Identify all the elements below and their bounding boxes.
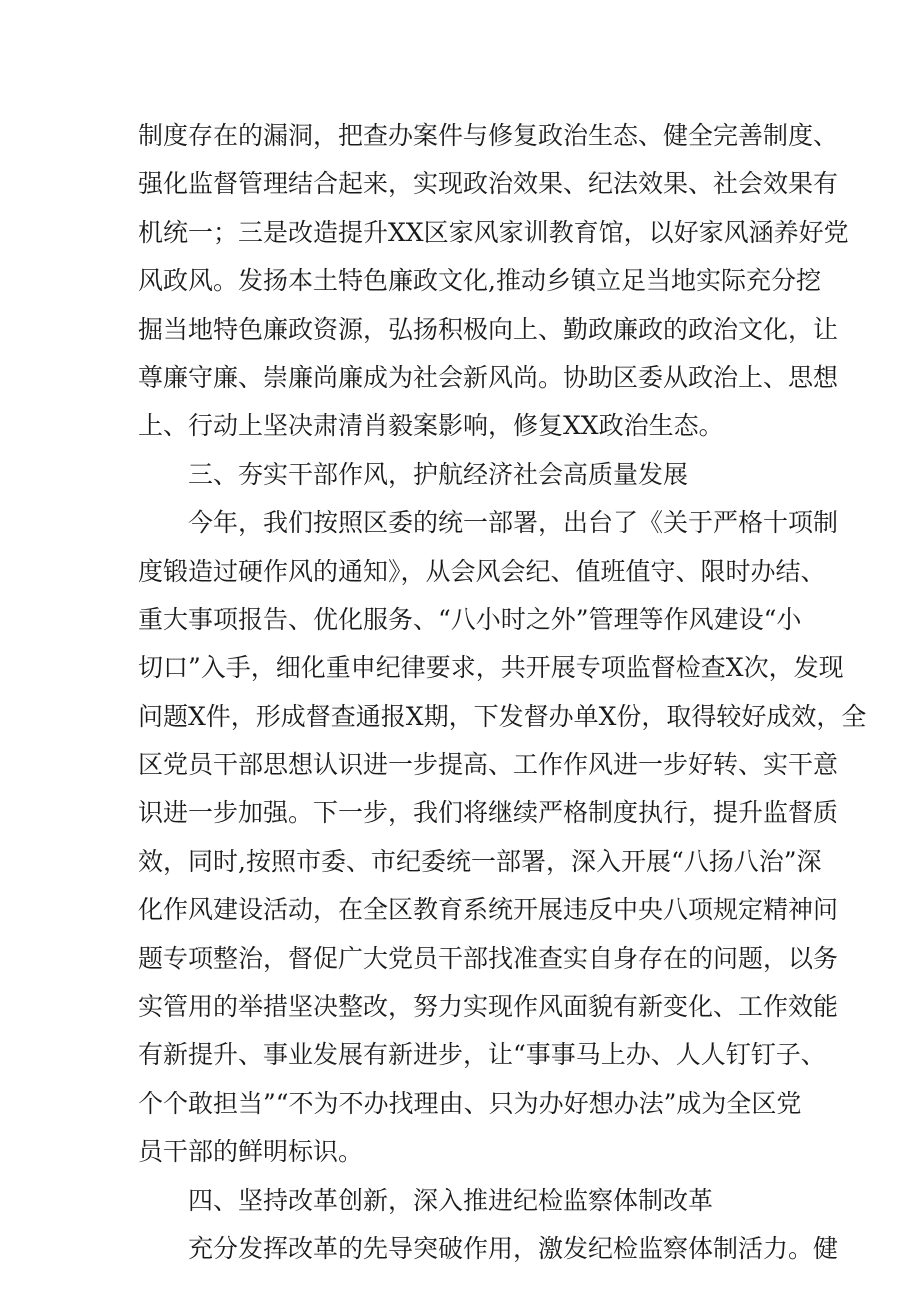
text-line: 风政风。发扬本土特色廉政文化,推动乡镇立足当地实际充分挖: [138, 266, 821, 296]
text-line: 切口”入手，细化重申纪律要求，共开展专项监督检查X次，发现: [138, 653, 844, 683]
text-line: 机统一；三是改造提升XX区家风家训教育馆，以好家风涵养好党: [138, 217, 849, 247]
text-line: 识进一步加强。下一步，我们将继续严格制度执行，提升监督质: [138, 798, 839, 828]
document-body: [138, 112, 867, 1273]
text-line: 尊廉守廉、崇廉尚廉成为社会新风尚。协助区委从政治上、思想: [138, 362, 839, 392]
text-line: 重大事项报告、优化服务、“八小时之外”管理等作风建设“小: [138, 604, 802, 634]
text-line: 强化监督管理结合起来，实现政治效果、纪法效果、社会效果有: [138, 169, 839, 199]
text-line: 制度存在的漏洞，把查办案件与修复政治生态、健全完善制度、: [138, 121, 839, 150]
text-line: 区党员干部思想认识进一步提高、工作作风进一步好转、实干意: [138, 750, 839, 780]
text-line: 问题X件，形成督查通报X期，下发督办单X份，取得较好成效，全: [138, 701, 867, 731]
text-line: 个个敢担当”“不为不办找理由、只为办好想办法”成为全区党: [138, 1088, 802, 1118]
text-line: 题专项整治，督促广大党员干部找准查实自身存在的问题，以务: [138, 943, 839, 973]
text-line: 度锻造过硬作风的通知》，从会风会纪、值班值守、限时办结、: [138, 556, 826, 586]
text-line: 掘当地特色廉政资源，弘扬积极向上、勤政廉政的政治文化，让: [138, 314, 839, 344]
text-line: 员干部的鲜明标识。: [138, 1137, 364, 1167]
text-line: 三、夯实干部作风，护航经济社会高质量发展: [188, 459, 689, 489]
text-line: 效，同时,按照市委、市纪委统一部署，深入开展“八扬八治”深: [138, 846, 822, 876]
text-line: 四、坚持改革创新，深入推进纪检监察体制改革: [188, 1185, 714, 1215]
text-line: 今年，我们按照区委的统一部署，出台了《关于严格十项制: [188, 508, 839, 538]
text-line: 上、行动上坚决肃清肖毅案影响，修复XX政治生态。: [138, 411, 724, 441]
text-line: 充分发挥改革的先导突破作用，激发纪检监察体制活力。健: [188, 1233, 839, 1263]
text-line: 化作风建设活动，在全区教育系统开展违反中央八项规定精神问: [138, 895, 839, 925]
text-line: 实管用的举措坚决整改，努力实现作风面貌有新变化、工作效能: [138, 992, 839, 1022]
text-line: 有新提升、事业发展有新进步，让“事事马上办、人人钉钉子、: [138, 1040, 826, 1070]
